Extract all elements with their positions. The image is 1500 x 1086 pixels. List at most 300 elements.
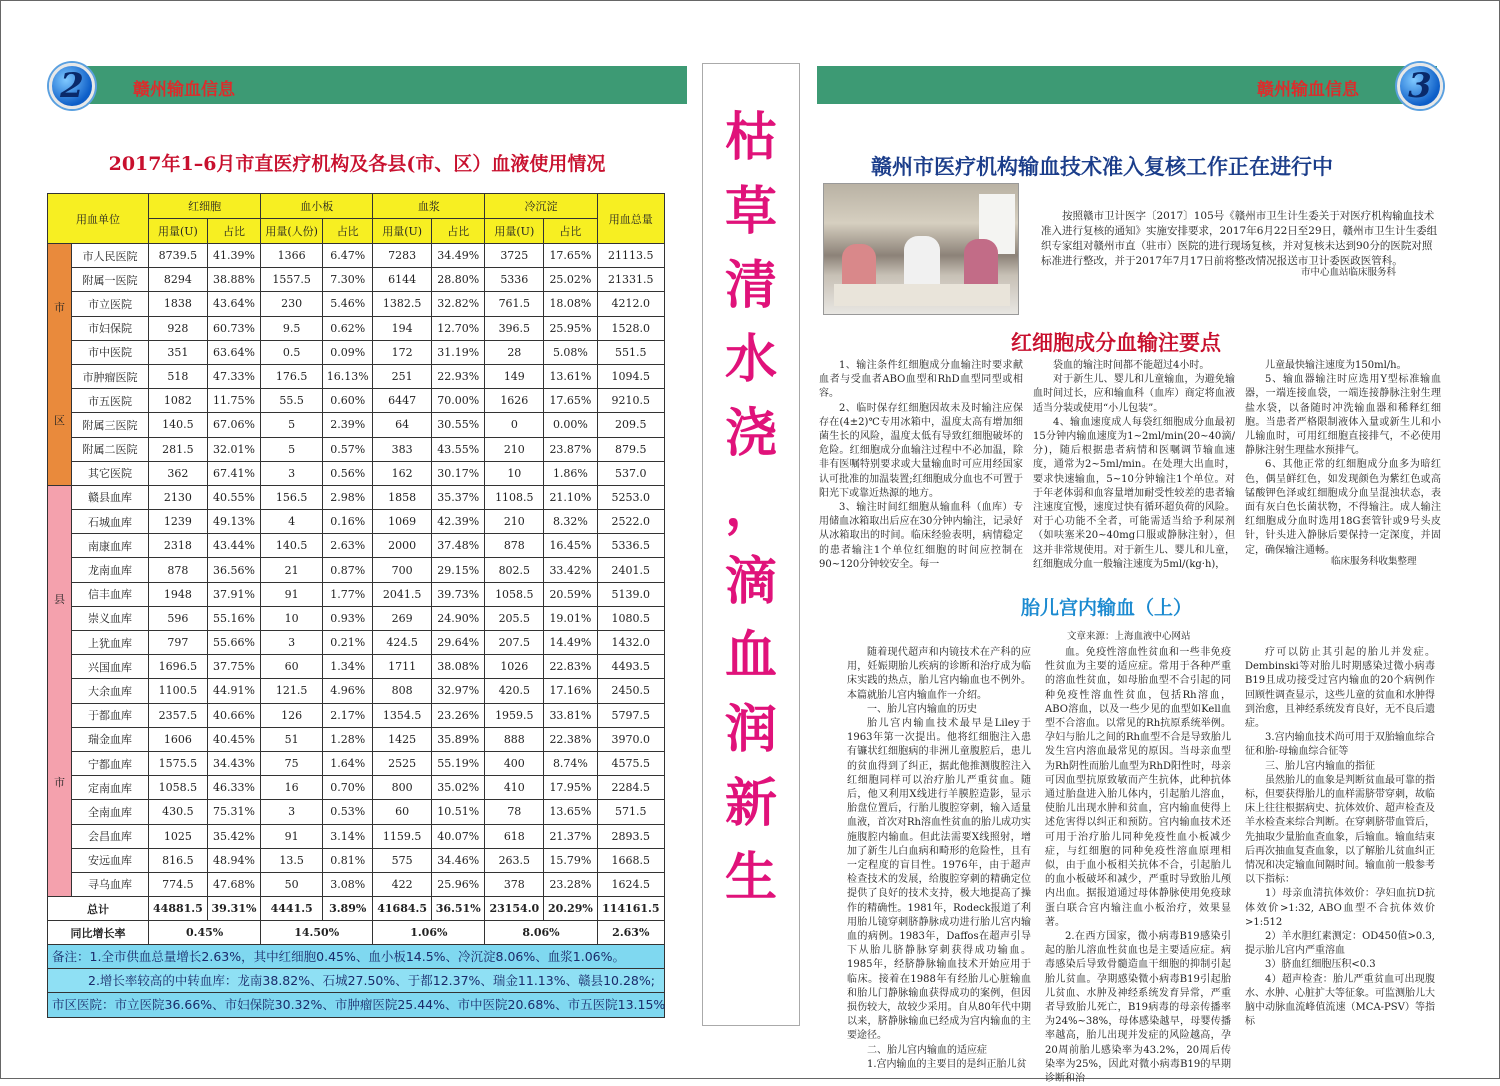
table-cell: 1425 bbox=[373, 727, 432, 751]
table-cell: 596 bbox=[149, 606, 208, 630]
institution-name: 市肿瘤医院 bbox=[72, 364, 149, 388]
table-cell: 2318 bbox=[149, 534, 208, 558]
table-cell: 19.01% bbox=[544, 606, 597, 630]
table-cell: 888 bbox=[485, 727, 544, 751]
paragraph: 虽然胎儿的血象是判断贫血最可靠的指标，但要获得胎儿的血样需脐带穿刺，故临床上往往根据病史、抗体效价、超声检查及羊水检查来综合判断。在穿刺脐带血管后，先抽取少量胎血查血象，后输血。输血结束后再次抽血复查血象，以了解胎儿贫血纠正情况和决定输血间隔时间。输血前一般参考以下指标： bbox=[1245, 774, 1435, 886]
table-cell: 251 bbox=[373, 364, 432, 388]
slogan-char: 血 bbox=[724, 625, 777, 686]
table-cell: 0.93% bbox=[323, 606, 373, 630]
table-cell: 14.49% bbox=[544, 631, 597, 655]
table-cell: 0.62% bbox=[323, 316, 373, 340]
table-row bbox=[48, 510, 665, 534]
table-cell: 28.80% bbox=[432, 268, 485, 292]
table-row bbox=[48, 268, 665, 292]
institution-name: 石城血库 bbox=[72, 510, 149, 534]
table-cell: 209.5 bbox=[597, 413, 664, 437]
paragraph: 4）超声检查：胎儿严重贫血可出现腹水、水肿、心脏扩大等征象。可监测胎儿大脑中动脉血流峰值流速（MCA-PSV）等指标 bbox=[1245, 973, 1435, 1028]
table-cell: 6447 bbox=[373, 389, 432, 413]
table-cell: 35.02% bbox=[432, 776, 485, 800]
table-cell: 43.64% bbox=[207, 292, 260, 316]
table-cell: 1.64% bbox=[323, 751, 373, 775]
table-cell: 1432.0 bbox=[597, 631, 664, 655]
table-cell: 3.89% bbox=[323, 897, 373, 921]
paragraph: 3）脐血红细胞压积<0.3 bbox=[1265, 959, 1376, 971]
table-cell: 3.08% bbox=[323, 872, 373, 896]
table-cell: 29.64% bbox=[432, 631, 485, 655]
table-cell: 4441.5 bbox=[261, 897, 323, 921]
table-cell: 1.34% bbox=[323, 655, 373, 679]
table-cell: 269 bbox=[373, 606, 432, 630]
table-cell: 28 bbox=[485, 340, 544, 364]
table-cell: 21.37% bbox=[544, 824, 597, 848]
table-cell: 0.53% bbox=[323, 800, 373, 824]
institution-name: 上犹血库 bbox=[72, 631, 149, 655]
paragraph: 3.宫内输血技术尚可用于双胎输血综合征和胎-母输血综合征等 bbox=[1245, 732, 1435, 758]
table-cell: 396.5 bbox=[485, 316, 544, 340]
table-cell: 0.60% bbox=[323, 389, 373, 413]
table-cell: 29.15% bbox=[432, 558, 485, 582]
paragraph: 1）母亲血清抗体效价：孕妇血抗D抗体效价>1:32, ABO血型不合抗体效价>1:512 bbox=[1245, 888, 1435, 928]
table-cell: 808 bbox=[373, 679, 432, 703]
table-cell: 16.45% bbox=[544, 534, 597, 558]
table-row bbox=[48, 389, 665, 413]
table-cell: 3725 bbox=[485, 244, 544, 268]
table-cell: 42.39% bbox=[432, 510, 485, 534]
table-cell: 210 bbox=[485, 437, 544, 461]
table-cell: 11.75% bbox=[207, 389, 260, 413]
table-cell: 10 bbox=[485, 461, 544, 485]
table-cell: 816.5 bbox=[149, 848, 208, 872]
table-cell: 20.29% bbox=[544, 897, 597, 921]
table-cell: 3 bbox=[261, 461, 323, 485]
table-cell: 47.68% bbox=[207, 872, 260, 896]
institution-name: 于都血库 bbox=[72, 703, 149, 727]
table-cell: 774.5 bbox=[149, 872, 208, 896]
table-cell: 18.08% bbox=[544, 292, 597, 316]
institution-name: 市中医院 bbox=[72, 340, 149, 364]
paragraph: 1、输注条件红细胞成分血输注时要求献血者与受血者ABO血型和RhD血型同型或相容。 bbox=[819, 360, 1023, 400]
table-cell: 24.90% bbox=[432, 606, 485, 630]
table-cell: 1354.5 bbox=[373, 703, 432, 727]
table-cell: 15.79% bbox=[544, 848, 597, 872]
table-row bbox=[48, 413, 665, 437]
table-cell: 17.16% bbox=[544, 679, 597, 703]
subheader-amount: 用量(U) bbox=[149, 219, 208, 244]
table-cell: 1025 bbox=[149, 824, 208, 848]
table-cell: 1108.5 bbox=[485, 485, 544, 509]
table-cell: 194 bbox=[373, 316, 432, 340]
table-cell: 1366 bbox=[261, 244, 323, 268]
table-cell: 378 bbox=[485, 872, 544, 896]
table-cell: 34.46% bbox=[432, 848, 485, 872]
table-cell: 0.09% bbox=[323, 340, 373, 364]
table-row bbox=[48, 558, 665, 582]
table-cell: 39.31% bbox=[207, 897, 260, 921]
table-cell: 156.5 bbox=[261, 485, 323, 509]
table-cell: 35.89% bbox=[432, 727, 485, 751]
table-cell: 55.19% bbox=[432, 751, 485, 775]
table-cell: 2522.0 bbox=[597, 510, 664, 534]
table-cell: 410 bbox=[485, 776, 544, 800]
paragraph: 1.宫内输血的主要目的是纠正胎儿贫 bbox=[867, 1058, 1027, 1070]
table-cell: 41.39% bbox=[207, 244, 260, 268]
table-row bbox=[48, 606, 665, 630]
table-cell: 20.59% bbox=[544, 582, 597, 606]
table-cell: 67.41% bbox=[207, 461, 260, 485]
slogan-char: 新 bbox=[724, 773, 777, 834]
table-cell: 0.57% bbox=[323, 437, 373, 461]
table-cell: 207.5 bbox=[485, 631, 544, 655]
paragraph: 2、临时保存红细胞因故未及时输注应保存在(4±2)℃专用冰箱中，温度太高有增加细菌生长的风险，温度太低有导致红细胞破坏的危险。红细胞成分血输注过程中不必加温，除非有医嘱特别要求或大量输血时可应用经国家认可批准的加温装置;红细胞成分血也不可置于阳光下或靠近热源的地方。 bbox=[819, 402, 1023, 499]
total-label: 总计 bbox=[48, 897, 149, 921]
table-cell: 23154.0 bbox=[485, 897, 544, 921]
table-cell: 16.13% bbox=[323, 364, 373, 388]
table-cell: 47.33% bbox=[207, 364, 260, 388]
note-2: 2.增长率较高的中转血库：龙南38.82%、石城27.50%、于都12.37%、瑞金11.13%、赣县10.28%; bbox=[47, 969, 665, 994]
table-cell: 8.74% bbox=[544, 751, 597, 775]
table-cell: 3.14% bbox=[323, 824, 373, 848]
table-cell: 797 bbox=[149, 631, 208, 655]
article1-body: 按照赣市卫计医字〔2017〕105号《赣州市卫生计生委关于对医疗机构输血技术准入进行复核的通知》实施安排要求，2017年6月22日至29日，赣州市卫生计生委组织专家组对赣州市直（驻市）医院的进行现场复核，并对复核未达到90分的医院对照标准进行整改，并于2017年7月17日前将整改情况报送市卫计委医政医管科。 bbox=[1041, 210, 1438, 267]
institution-name: 崇义血库 bbox=[72, 606, 149, 630]
table-cell: 0.45% bbox=[149, 921, 261, 945]
paragraph: 3、输注时间红细胞从输血科（血库）专用储血冰箱取出后应在30分钟内输注，记录好从冰箱取出的时间。临床经验表明，病情稳定的患者输注1个单位红细胞的时间应控制在90~120分钟较安全。每一 bbox=[819, 502, 1023, 570]
table-cell: 4212.0 bbox=[597, 292, 664, 316]
table-cell: 34.43% bbox=[207, 751, 260, 775]
table-cell: 14.50% bbox=[261, 921, 373, 945]
subheader-amount: 用量(人份) bbox=[261, 219, 323, 244]
table-cell: 1239 bbox=[149, 510, 208, 534]
table-cell: 1159.5 bbox=[373, 824, 432, 848]
table-cell: 60 bbox=[373, 800, 432, 824]
paragraph: 一、胎儿宫内输血的历史 bbox=[867, 703, 977, 715]
paragraph: 二、胎儿宫内输血的适应症 bbox=[867, 1044, 987, 1056]
article2-title: 红细胞成分血输注要点 bbox=[1011, 330, 1221, 355]
institution-name: 其它医院 bbox=[72, 461, 149, 485]
slogan-char: 枯 bbox=[724, 107, 777, 168]
table-cell: 2.39% bbox=[323, 413, 373, 437]
table-cell: 22.83% bbox=[544, 655, 597, 679]
table-cell: 1.86% bbox=[544, 461, 597, 485]
table-cell: 1082 bbox=[149, 389, 208, 413]
table-cell: 1948 bbox=[149, 582, 208, 606]
table-cell: 50 bbox=[261, 872, 323, 896]
institution-name: 南康血库 bbox=[72, 534, 149, 558]
table-cell: 551.5 bbox=[597, 340, 664, 364]
paragraph: 4、输血速度成人每袋红细胞成分血最初15分钟内输血速度为1~2ml/min(20~40滴/分)，随后根据患者病情和医嘱调节输血速度，通常为2~5ml/min。在处理大出血时，要求快速输血，5~10分钟输注1个单位。对于年老体弱和血容量增加耐受性较差的患者输注速度宜慢，速度过快有循环超负荷的风险。对于心功能不全者，可能需适当给予利尿剂（如呋塞米20~40mg口服或静脉注射），但这并非常规使用。对于新生儿、婴儿和儿童，红细胞成分血一般输注速度为5ml/(kg·h)， bbox=[1033, 416, 1235, 570]
table-cell: 0.70% bbox=[323, 776, 373, 800]
table-title: 2017年1–6月市直医疗机构及各县(市、区）血液使用情况 bbox=[108, 153, 606, 175]
table-cell: 25.02% bbox=[544, 268, 597, 292]
table-cell: 1.28% bbox=[323, 727, 373, 751]
table-cell: 0 bbox=[485, 413, 544, 437]
table-row bbox=[48, 800, 665, 824]
table-cell: 0.00% bbox=[544, 413, 597, 437]
table-cell: 33.42% bbox=[544, 558, 597, 582]
paragraph: 6、其他正常的红细胞成分血多为暗红色，偶呈鲜红色，如发现颜色为紫红色或高锰酸钾色泽或红细胞成分血呈混浊状态，表面有灰白色长菌状物，不得输注。成人输注红细胞成分血时选用18G套管针或9号头皮针，针头进入静脉后要保持一定深度，并固定，确保输注通畅。 bbox=[1245, 459, 1441, 556]
table-cell: 67.06% bbox=[207, 413, 260, 437]
table-cell: 1575.5 bbox=[149, 751, 208, 775]
subheader-ratio: 占比 bbox=[544, 219, 597, 244]
table-cell: 7283 bbox=[373, 244, 432, 268]
header-unit: 用血单位 bbox=[48, 194, 149, 244]
table-cell: 0.87% bbox=[323, 558, 373, 582]
table-cell: 12.70% bbox=[432, 316, 485, 340]
growth-row bbox=[48, 921, 665, 945]
institution-name: 附属三医院 bbox=[72, 413, 149, 437]
table-cell: 575 bbox=[373, 848, 432, 872]
institution-name: 市妇保院 bbox=[72, 316, 149, 340]
table-cell: 70.00% bbox=[432, 389, 485, 413]
table-cell: 5336.5 bbox=[597, 534, 664, 558]
paragraph: 2）羊水胆红素测定：OD450值>0.3,提示胎儿宫内严重溶血 bbox=[1245, 931, 1435, 957]
table-cell: 879.5 bbox=[597, 437, 664, 461]
table-cell: 30.55% bbox=[432, 413, 485, 437]
table-row bbox=[48, 244, 665, 268]
table-cell: 48.94% bbox=[207, 848, 260, 872]
table-cell: 32.97% bbox=[432, 679, 485, 703]
article3-column-1 bbox=[847, 646, 1031, 1070]
table-cell: 6144 bbox=[373, 268, 432, 292]
table-cell: 21.10% bbox=[544, 485, 597, 509]
table-cell: 1080.5 bbox=[597, 606, 664, 630]
table-cell: 3 bbox=[261, 800, 323, 824]
table-row bbox=[48, 776, 665, 800]
institution-name: 赣县血库 bbox=[72, 485, 149, 509]
table-cell: 2.98% bbox=[323, 485, 373, 509]
table-cell: 10 bbox=[261, 606, 323, 630]
table-cell: 2.17% bbox=[323, 703, 373, 727]
table-cell: 49.13% bbox=[207, 510, 260, 534]
table-cell: 78 bbox=[485, 800, 544, 824]
table-cell: 1.06% bbox=[373, 921, 485, 945]
paragraph: 三、胎儿宫内输血的指征 bbox=[1265, 760, 1375, 772]
table-cell: 3970.0 bbox=[597, 727, 664, 751]
table-cell: 44881.5 bbox=[149, 897, 208, 921]
table-row bbox=[48, 872, 665, 896]
table-cell: 8.32% bbox=[544, 510, 597, 534]
header-plasma: 血浆 bbox=[373, 194, 485, 219]
institution-name: 安远血库 bbox=[72, 848, 149, 872]
table-cell: 263.5 bbox=[485, 848, 544, 872]
table-cell: 5 bbox=[261, 437, 323, 461]
table-cell: 32.01% bbox=[207, 437, 260, 461]
table-row bbox=[48, 631, 665, 655]
table-cell: 13.5 bbox=[261, 848, 323, 872]
table-cell: 40.45% bbox=[207, 727, 260, 751]
table-cell: 2000 bbox=[373, 534, 432, 558]
table-cell: 33.81% bbox=[544, 703, 597, 727]
header-cryo: 冷沉淀 bbox=[485, 194, 597, 219]
table-cell: 1094.5 bbox=[597, 364, 664, 388]
table-cell: 802.5 bbox=[485, 558, 544, 582]
slogan-char: 清 bbox=[724, 255, 777, 316]
table-cell: 518 bbox=[149, 364, 208, 388]
left-header-title: 赣州输血信息 bbox=[133, 80, 235, 100]
table-cell: 55.66% bbox=[207, 631, 260, 655]
table-cell: 46.33% bbox=[207, 776, 260, 800]
table-cell: 5797.5 bbox=[597, 703, 664, 727]
table-cell: 162 bbox=[373, 461, 432, 485]
table-cell: 37.48% bbox=[432, 534, 485, 558]
slogan-char: 草 bbox=[724, 181, 777, 242]
table-cell: 2130 bbox=[149, 485, 208, 509]
table-cell: 6.47% bbox=[323, 244, 373, 268]
table-cell: 1711 bbox=[373, 655, 432, 679]
table-row bbox=[48, 582, 665, 606]
table-cell: 126 bbox=[261, 703, 323, 727]
table-cell: 0.21% bbox=[323, 631, 373, 655]
table-cell: 51 bbox=[261, 727, 323, 751]
slogan-char: 水 bbox=[724, 329, 777, 390]
total-row bbox=[48, 897, 665, 921]
subheader-amount: 用量(U) bbox=[373, 219, 432, 244]
table-cell: 149 bbox=[485, 364, 544, 388]
table-cell: 34.49% bbox=[432, 244, 485, 268]
table-cell: 5 bbox=[261, 413, 323, 437]
table-notes bbox=[47, 944, 665, 1018]
table-cell: 63.64% bbox=[207, 340, 260, 364]
table-cell: 1624.5 bbox=[597, 872, 664, 896]
table-cell: 5.08% bbox=[544, 340, 597, 364]
institution-name: 大余血库 bbox=[72, 679, 149, 703]
table-cell: 23.26% bbox=[432, 703, 485, 727]
institution-name: 定南血库 bbox=[72, 776, 149, 800]
table-cell: 17.65% bbox=[544, 389, 597, 413]
table-cell: 281.5 bbox=[149, 437, 208, 461]
table-cell: 0.16% bbox=[323, 510, 373, 534]
table-cell: 205.5 bbox=[485, 606, 544, 630]
table-cell: 21331.5 bbox=[597, 268, 664, 292]
table-cell: 1.77% bbox=[323, 582, 373, 606]
paragraph: 胎儿宫内输血技术最早是Liley于1963年第一次提出。他将红细胞注入患有镰状红细胞病的非洲儿童腹腔后，患儿的贫血得到了纠正，据此他推测腹腔注入红细胞同样可以治疗胎儿严重贫血。随后，他又利用X线进行羊膜腔造影，显示胎盘位置后，行胎儿腹腔穿刺，输入适量血液，首次对Rh溶血性贫血的胎儿成功实施腹腔内输血。但此法需要X线照射，增加了新生儿白血病和畸形的危险性，且有一定程度的盲目性。1976年，由于超声检查技术的发展，给腹腔穿刺的精确定位提供了良好的技术支持，极大地提高了操作的精确性。1981年，Rodeck报道了利用胎儿镜穿刺脐静脉成功进行胎儿宫内输血的病例。1983年，Daffos在超声引导下从胎儿脐静脉穿刺获得成功输血。1985年，经脐静脉输血技术开始应用于临床。接着在1988年有经胎儿心脏输血和胎儿门静脉输血获得成功的案例，但因损伤较大，故较少采用。自从80年代中期以来，脐静脉输血已经成为宫内输血的主要途径。 bbox=[847, 718, 1031, 1042]
table-cell: 0.81% bbox=[323, 848, 373, 872]
institution-name: 会昌血库 bbox=[72, 824, 149, 848]
table-cell: 2893.5 bbox=[597, 824, 664, 848]
table-cell: 1557.5 bbox=[261, 268, 323, 292]
table-row bbox=[48, 485, 665, 509]
table-cell: 91 bbox=[261, 582, 323, 606]
institution-name: 附属一医院 bbox=[72, 268, 149, 292]
table-cell: 1069 bbox=[373, 510, 432, 534]
institution-name: 宁都血库 bbox=[72, 751, 149, 775]
table-cell: 928 bbox=[149, 316, 208, 340]
table-cell: 0.56% bbox=[323, 461, 373, 485]
institution-name: 全南血库 bbox=[72, 800, 149, 824]
table-cell: 8294 bbox=[149, 268, 208, 292]
table-cell: 1058.5 bbox=[149, 776, 208, 800]
table-cell: 91 bbox=[261, 824, 323, 848]
table-cell: 700 bbox=[373, 558, 432, 582]
institution-name: 寻乌血库 bbox=[72, 872, 149, 896]
table-cell: 39.73% bbox=[432, 582, 485, 606]
paragraph: 对于新生儿、婴儿和儿童输血，为避免输血时间过长，应和输血科（血库）商定将血液适当分装或使用“小儿包装”。 bbox=[1033, 374, 1235, 414]
table-cell: 878 bbox=[485, 534, 544, 558]
table-row bbox=[48, 437, 665, 461]
slogan-char: 浇 bbox=[724, 403, 777, 464]
table-cell: 55.5 bbox=[261, 389, 323, 413]
table-cell: 5336 bbox=[485, 268, 544, 292]
article3-source: 文章来源：上海血液中心网站 bbox=[1067, 631, 1191, 642]
table-cell: 36.51% bbox=[432, 897, 485, 921]
table-cell: 1959.5 bbox=[485, 703, 544, 727]
group-label: 市 区 bbox=[48, 244, 72, 486]
meeting-photo bbox=[823, 183, 1019, 315]
table-cell: 13.65% bbox=[544, 800, 597, 824]
table-cell: 5.46% bbox=[323, 292, 373, 316]
table-row bbox=[48, 727, 665, 751]
institution-name: 龙南血库 bbox=[72, 558, 149, 582]
table-row bbox=[48, 703, 665, 727]
table-cell: 9210.5 bbox=[597, 389, 664, 413]
table-cell: 60 bbox=[261, 655, 323, 679]
table-cell: 210 bbox=[485, 510, 544, 534]
table-row bbox=[48, 340, 665, 364]
institution-name: 市五医院 bbox=[72, 389, 149, 413]
note-3: 市区医院：市立医院36.66%、市妇保院30.32%、市肿瘤医院25.44%、市中医院20.68%、市五医院13.15% bbox=[47, 993, 665, 1018]
table-cell: 5253.0 bbox=[597, 485, 664, 509]
table-cell: 430.5 bbox=[149, 800, 208, 824]
table-cell: 17.95% bbox=[544, 776, 597, 800]
table-cell: 2.63% bbox=[323, 534, 373, 558]
table-row bbox=[48, 751, 665, 775]
table-cell: 4575.5 bbox=[597, 751, 664, 775]
table-cell: 4493.5 bbox=[597, 655, 664, 679]
paragraph: 儿童最快输注速度为150ml/h。 bbox=[1265, 360, 1407, 371]
table-cell: 1058.5 bbox=[485, 582, 544, 606]
table-cell: 4 bbox=[261, 510, 323, 534]
institution-name: 信丰血库 bbox=[72, 582, 149, 606]
table-cell: 43.55% bbox=[432, 437, 485, 461]
article3-column-3 bbox=[1245, 646, 1435, 1026]
group-label: 县 市 bbox=[48, 485, 72, 896]
table-cell: 2401.5 bbox=[597, 558, 664, 582]
table-cell: 140.5 bbox=[149, 413, 208, 437]
article3-title: 胎儿宫内输血（上） bbox=[1021, 597, 1193, 619]
slogan-char: 润 bbox=[724, 699, 777, 760]
table-cell: 22.93% bbox=[432, 364, 485, 388]
table-cell: 2450.5 bbox=[597, 679, 664, 703]
table-cell: 1696.5 bbox=[149, 655, 208, 679]
paragraph: 疗可以防止其引起的胎儿并发症。Dembinski等对胎儿时期感染过微小病毒B19且成功接受过宫内输血的20个病例作回顾性调查显示，这些儿童的贫血和水肿得到治愈，且神经系统发育良好，无不良后遗症。 bbox=[1245, 647, 1435, 730]
table-cell: 21 bbox=[261, 558, 323, 582]
table-cell: 30.17% bbox=[432, 461, 485, 485]
table-cell: 351 bbox=[149, 340, 208, 364]
table-cell: 1668.5 bbox=[597, 848, 664, 872]
table-cell: 9.5 bbox=[261, 316, 323, 340]
note-1: 备注：1.全市供血总量增长2.63%，其中红细胞0.45%、血小板14.5%、冷沉淀8.06%、血浆1.06%。 bbox=[47, 944, 665, 969]
table-cell: 362 bbox=[149, 461, 208, 485]
paragraph: 血。免疫性溶血性贫血和一些非免疫性贫血为主要的适应症。常用于各种严重的溶血性贫血，如母胎血型不合引起的同种免疫性溶血性贫血，包括Rh溶血，ABO溶血，以及一些少见的血型如Kell血型不合溶血。以常见的Rh抗原系统举例。孕妇与胎儿之间的Rh血型不合是导致胎儿发生宫内溶血最常见的原因。当母亲血型为Rh阴性而胎儿血型为RhD阳性时，母亲可因血型抗原致敏而产生抗体，此种抗体通过胎盘进入胎儿体内，引起胎儿溶血，使胎儿出现水肿和贫血，宫内输血使得上述危害得以纠正和预防。宫内输血技术还可用于治疗胎儿同种免疫性血小板减少症，与红细胞的同种免疫性溶血原理相似，由于血小板相关抗体不合，引起胎儿的血小板破坏和减少，严重时导致胎儿颅内出血。据报道通过母体静脉使用免疫球蛋白联合宫内输注血小板治疗，效果显著。 bbox=[1045, 647, 1231, 928]
table-cell: 761.5 bbox=[485, 292, 544, 316]
table-cell: 40.07% bbox=[432, 824, 485, 848]
table-cell: 1528.0 bbox=[597, 316, 664, 340]
table-cell: 32.82% bbox=[432, 292, 485, 316]
institution-name: 兴国血库 bbox=[72, 655, 149, 679]
table-cell: 571.5 bbox=[597, 800, 664, 824]
table-cell: 7.30% bbox=[323, 268, 373, 292]
table-cell: 424.5 bbox=[373, 631, 432, 655]
table-cell: 44.91% bbox=[207, 679, 260, 703]
slogan-char: 滴 bbox=[724, 551, 777, 612]
table-cell: 140.5 bbox=[261, 534, 323, 558]
table-cell: 64 bbox=[373, 413, 432, 437]
table-row bbox=[48, 461, 665, 485]
table-cell: 75 bbox=[261, 751, 323, 775]
table-cell: 172 bbox=[373, 340, 432, 364]
slogan-char: 生 bbox=[724, 847, 777, 908]
table-cell: 23.87% bbox=[544, 437, 597, 461]
